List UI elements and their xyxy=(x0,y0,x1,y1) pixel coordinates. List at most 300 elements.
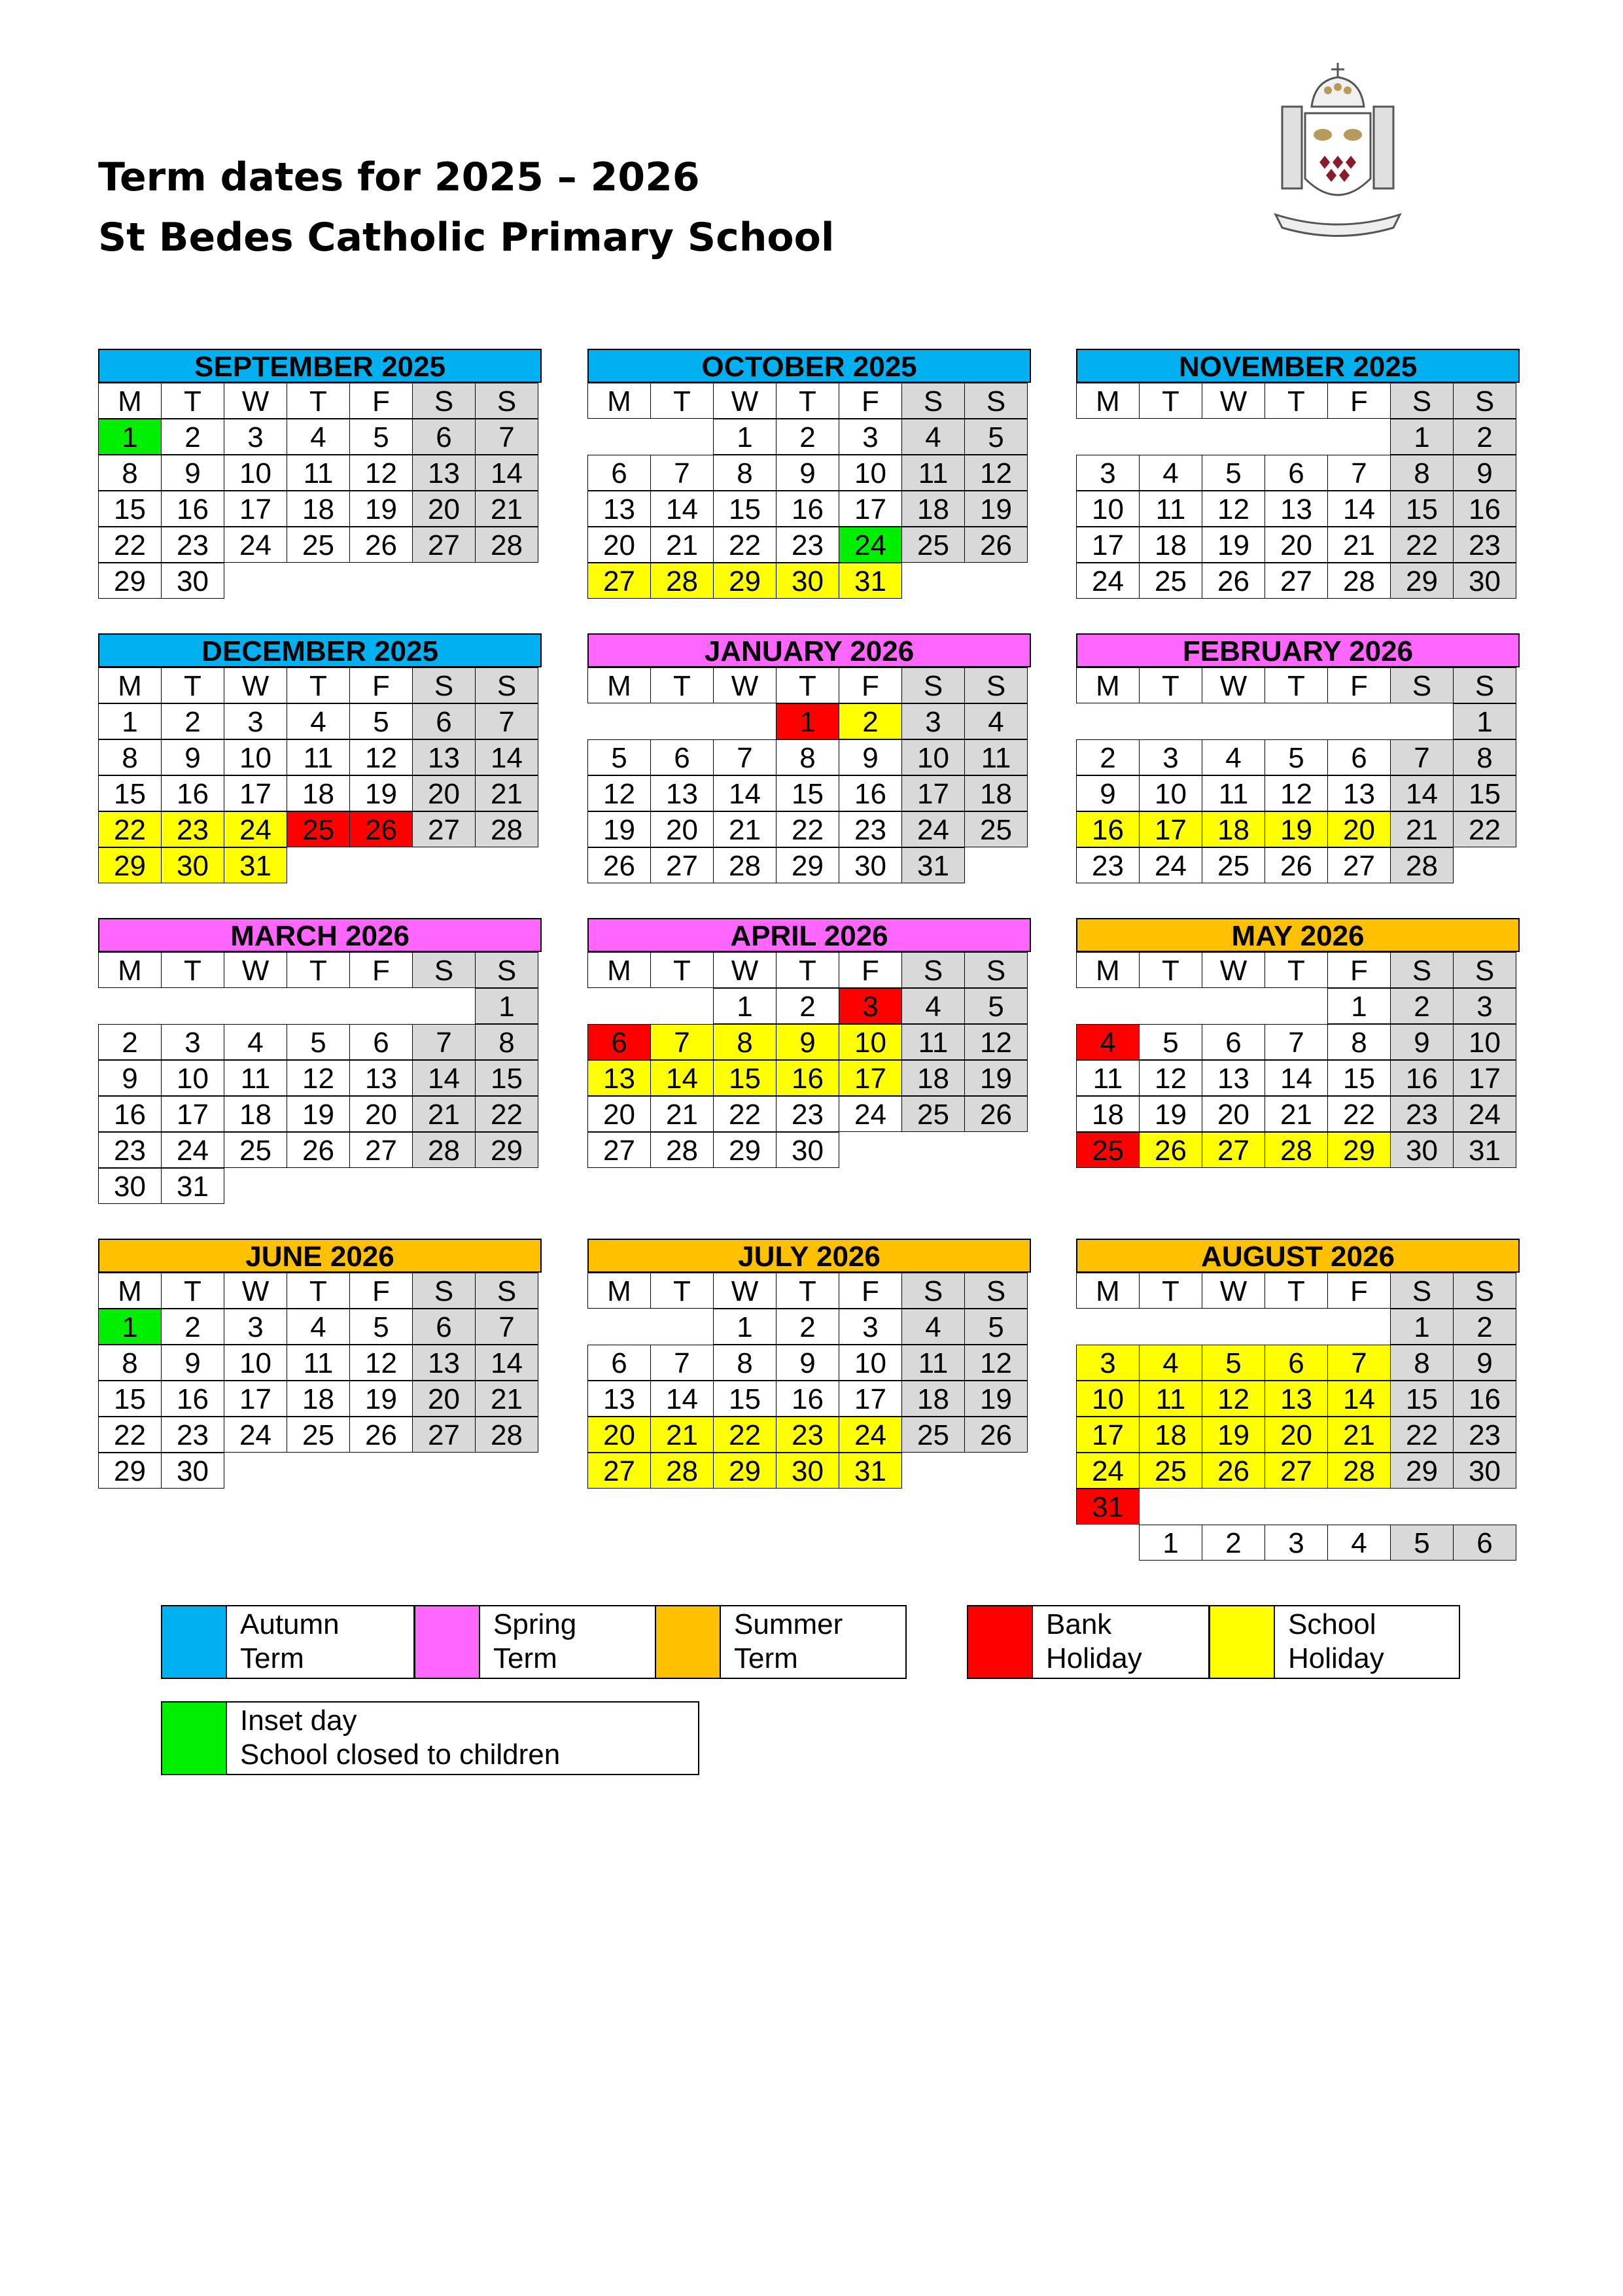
day-cell: 28 xyxy=(713,847,777,883)
weekday-header: M xyxy=(1076,952,1140,988)
day-cell: 27 xyxy=(587,563,651,599)
day-cell: 1 xyxy=(776,703,839,739)
weekday-header: W xyxy=(713,1273,777,1309)
legend-label: Spring Term xyxy=(493,1608,577,1674)
day-cell: 26 xyxy=(1265,847,1328,883)
day-cell: 28 xyxy=(475,527,538,563)
day-cell: 18 xyxy=(1139,527,1202,563)
month-january-2026 xyxy=(587,633,1031,883)
day-cell: 13 xyxy=(1265,1381,1328,1417)
empty-cell xyxy=(1139,419,1202,455)
day-cell: 29 xyxy=(713,563,777,599)
week-row xyxy=(1076,1489,1520,1525)
week-row xyxy=(1076,775,1520,811)
day-cell: 22 xyxy=(1453,811,1516,847)
day-cell: 29 xyxy=(1390,1453,1454,1489)
legend-item xyxy=(967,1605,1210,1679)
weekday-header: S xyxy=(412,383,476,419)
day-cell: 2 xyxy=(1202,1525,1265,1561)
weekday-header-row xyxy=(587,667,1031,703)
weekday-header: F xyxy=(1327,383,1391,419)
day-cell: 31 xyxy=(839,563,902,599)
weekday-header: T xyxy=(1139,1273,1202,1309)
month-header: FEBRUARY 2026 xyxy=(1076,633,1520,667)
day-cell: 11 xyxy=(901,1024,965,1060)
empty-cell xyxy=(650,988,714,1024)
empty-cell xyxy=(1076,703,1140,739)
day-cell: 4 xyxy=(901,1309,965,1345)
day-cell: 22 xyxy=(1327,1096,1391,1132)
empty-cell xyxy=(287,1453,350,1489)
day-cell: 9 xyxy=(161,739,224,775)
day-cell: 14 xyxy=(412,1060,476,1096)
day-cell: 25 xyxy=(224,1132,287,1168)
weekday-header: M xyxy=(587,383,651,419)
weekday-header: S xyxy=(1453,1273,1516,1309)
weekday-header: T xyxy=(287,667,350,703)
day-cell: 12 xyxy=(964,1345,1028,1381)
day-cell: 22 xyxy=(1390,1417,1454,1453)
day-cell: 31 xyxy=(1076,1489,1140,1525)
week-row xyxy=(587,703,1031,739)
weekday-header: M xyxy=(587,1273,651,1309)
legend-label: Autumn Term xyxy=(240,1608,340,1674)
week-row xyxy=(587,811,1031,847)
empty-cell xyxy=(1202,1489,1265,1525)
day-cell: 3 xyxy=(839,988,902,1024)
month-header: JUNE 2026 xyxy=(98,1239,542,1273)
day-cell: 27 xyxy=(412,811,476,847)
day-cell: 17 xyxy=(1076,1417,1140,1453)
empty-cell xyxy=(475,1168,538,1204)
day-cell: 20 xyxy=(587,1417,651,1453)
day-cell: 20 xyxy=(1265,1417,1328,1453)
empty-cell xyxy=(587,703,651,739)
week-row xyxy=(587,988,1031,1024)
day-cell: 19 xyxy=(964,491,1028,527)
day-cell: 28 xyxy=(650,1132,714,1168)
day-cell: 6 xyxy=(650,739,714,775)
day-cell: 7 xyxy=(412,1024,476,1060)
day-cell: 13 xyxy=(349,1060,413,1096)
day-cell: 3 xyxy=(1076,455,1140,491)
day-cell: 13 xyxy=(587,491,651,527)
day-cell: 30 xyxy=(776,1132,839,1168)
empty-cell xyxy=(587,988,651,1024)
weekday-header: S xyxy=(1390,383,1454,419)
day-cell: 18 xyxy=(224,1096,287,1132)
day-cell: 10 xyxy=(839,1024,902,1060)
day-cell: 22 xyxy=(98,527,162,563)
day-cell: 26 xyxy=(1202,563,1265,599)
week-row xyxy=(98,1132,542,1168)
day-cell: 29 xyxy=(1327,1132,1391,1168)
day-cell: 21 xyxy=(1390,811,1454,847)
day-cell: 7 xyxy=(475,419,538,455)
weekday-header: W xyxy=(713,383,777,419)
day-cell: 20 xyxy=(587,1096,651,1132)
day-cell: 18 xyxy=(1139,1417,1202,1453)
day-cell: 16 xyxy=(161,491,224,527)
day-cell: 24 xyxy=(1139,847,1202,883)
weekday-header: W xyxy=(224,952,287,988)
empty-cell xyxy=(1076,1309,1140,1345)
day-cell: 14 xyxy=(475,455,538,491)
empty-cell xyxy=(964,1453,1028,1489)
day-cell: 12 xyxy=(349,1345,413,1381)
weekday-header: T xyxy=(287,383,350,419)
weekday-header: T xyxy=(776,1273,839,1309)
day-cell: 10 xyxy=(161,1060,224,1096)
day-cell: 21 xyxy=(475,491,538,527)
day-cell: 21 xyxy=(1327,1417,1391,1453)
day-cell: 2 xyxy=(1453,1309,1516,1345)
day-cell: 14 xyxy=(1327,1381,1391,1417)
day-cell: 11 xyxy=(224,1060,287,1096)
empty-cell xyxy=(964,847,1028,883)
day-cell: 5 xyxy=(1265,739,1328,775)
week-row xyxy=(1076,455,1520,491)
empty-cell xyxy=(1453,847,1516,883)
weekday-header: W xyxy=(1202,1273,1265,1309)
week-row xyxy=(1076,739,1520,775)
day-cell: 9 xyxy=(776,1024,839,1060)
weekday-header: F xyxy=(839,952,902,988)
weekday-header: T xyxy=(287,1273,350,1309)
day-cell: 30 xyxy=(839,847,902,883)
day-cell: 18 xyxy=(287,775,350,811)
day-cell: 15 xyxy=(713,1060,777,1096)
day-cell: 31 xyxy=(901,847,965,883)
week-row xyxy=(98,1381,542,1417)
day-cell: 31 xyxy=(161,1168,224,1204)
day-cell: 2 xyxy=(1453,419,1516,455)
day-cell: 8 xyxy=(713,1345,777,1381)
empty-cell xyxy=(1202,419,1265,455)
weekday-header: S xyxy=(1453,952,1516,988)
day-cell: 4 xyxy=(901,419,965,455)
day-cell: 22 xyxy=(1390,527,1454,563)
day-cell: 8 xyxy=(1327,1024,1391,1060)
day-cell: 25 xyxy=(1202,847,1265,883)
weekday-header: S xyxy=(901,383,965,419)
weekday-header: T xyxy=(1265,383,1328,419)
empty-cell xyxy=(901,1132,965,1168)
weekday-header: M xyxy=(1076,383,1140,419)
day-cell: 23 xyxy=(161,811,224,847)
legend-label: School Holiday xyxy=(1288,1608,1384,1674)
day-cell: 17 xyxy=(839,1060,902,1096)
day-cell: 10 xyxy=(224,1345,287,1381)
week-row xyxy=(587,527,1031,563)
weekday-header: F xyxy=(1327,952,1391,988)
weekday-header: S xyxy=(964,952,1028,988)
day-cell: 17 xyxy=(224,1381,287,1417)
weekday-header: S xyxy=(964,667,1028,703)
day-cell: 29 xyxy=(98,563,162,599)
day-cell: 6 xyxy=(1265,455,1328,491)
day-cell: 8 xyxy=(475,1024,538,1060)
day-cell: 7 xyxy=(475,1309,538,1345)
week-row xyxy=(587,1381,1031,1417)
legend-item xyxy=(1209,1605,1460,1679)
empty-cell xyxy=(224,1168,287,1204)
month-march-2026 xyxy=(98,918,542,1204)
day-cell: 17 xyxy=(224,491,287,527)
legend-label: Inset day School closed to children xyxy=(240,1704,561,1771)
day-cell: 5 xyxy=(964,988,1028,1024)
day-cell: 15 xyxy=(1327,1060,1391,1096)
day-cell: 15 xyxy=(713,491,777,527)
weekday-header: S xyxy=(1453,383,1516,419)
empty-cell xyxy=(1139,988,1202,1024)
day-cell: 24 xyxy=(161,1132,224,1168)
day-cell: 2 xyxy=(161,703,224,739)
day-cell: 31 xyxy=(1453,1132,1516,1168)
day-cell: 15 xyxy=(98,491,162,527)
day-cell: 23 xyxy=(1453,527,1516,563)
empty-cell xyxy=(1327,1489,1391,1525)
empty-cell xyxy=(1139,703,1202,739)
weekday-header: T xyxy=(1139,952,1202,988)
weekday-header: W xyxy=(1202,952,1265,988)
day-cell: 16 xyxy=(98,1096,162,1132)
day-cell: 17 xyxy=(1076,527,1140,563)
day-cell: 11 xyxy=(287,455,350,491)
day-cell: 5 xyxy=(349,703,413,739)
month-header: MARCH 2026 xyxy=(98,918,542,952)
weekday-header-row xyxy=(587,383,1031,419)
week-row xyxy=(587,1345,1031,1381)
day-cell: 14 xyxy=(1390,775,1454,811)
week-row xyxy=(1076,1024,1520,1060)
weekday-header: M xyxy=(587,667,651,703)
empty-cell xyxy=(161,988,224,1024)
weekday-header: S xyxy=(1453,667,1516,703)
day-cell: 20 xyxy=(587,527,651,563)
day-cell: 8 xyxy=(713,455,777,491)
day-cell: 19 xyxy=(964,1060,1028,1096)
day-cell: 5 xyxy=(587,739,651,775)
week-row xyxy=(98,703,542,739)
day-cell: 12 xyxy=(964,1024,1028,1060)
month-september-2025 xyxy=(98,349,542,599)
day-cell: 30 xyxy=(776,1453,839,1489)
day-cell: 4 xyxy=(287,419,350,455)
month-april-2026 xyxy=(587,918,1031,1168)
weekday-header-row xyxy=(587,1273,1031,1309)
day-cell: 26 xyxy=(964,1096,1028,1132)
day-cell: 8 xyxy=(1390,1345,1454,1381)
day-cell: 8 xyxy=(98,1345,162,1381)
day-cell: 8 xyxy=(98,739,162,775)
day-cell: 1 xyxy=(98,1309,162,1345)
week-row xyxy=(587,419,1031,455)
day-cell: 10 xyxy=(901,739,965,775)
day-cell: 5 xyxy=(1390,1525,1454,1561)
day-cell: 21 xyxy=(1265,1096,1328,1132)
empty-cell xyxy=(901,1453,965,1489)
day-cell: 19 xyxy=(287,1096,350,1132)
day-cell: 14 xyxy=(650,1381,714,1417)
day-cell: 24 xyxy=(901,811,965,847)
weekday-header: M xyxy=(1076,667,1140,703)
day-cell: 18 xyxy=(287,491,350,527)
day-cell: 21 xyxy=(412,1096,476,1132)
week-row xyxy=(587,1453,1031,1489)
empty-cell xyxy=(839,1132,902,1168)
day-cell: 26 xyxy=(1139,1132,1202,1168)
day-cell: 2 xyxy=(839,703,902,739)
day-cell: 13 xyxy=(1265,491,1328,527)
day-cell: 5 xyxy=(964,419,1028,455)
day-cell: 7 xyxy=(1327,1345,1391,1381)
week-row xyxy=(1076,1381,1520,1417)
day-cell: 28 xyxy=(1265,1132,1328,1168)
day-cell: 2 xyxy=(161,419,224,455)
week-row xyxy=(1076,419,1520,455)
day-cell: 17 xyxy=(161,1096,224,1132)
empty-cell xyxy=(1139,1489,1202,1525)
legend-item xyxy=(161,1701,699,1775)
day-cell: 18 xyxy=(901,1060,965,1096)
day-cell: 16 xyxy=(776,491,839,527)
day-cell: 15 xyxy=(98,775,162,811)
day-cell: 4 xyxy=(964,703,1028,739)
empty-cell xyxy=(287,847,350,883)
weekday-header: W xyxy=(713,952,777,988)
week-row xyxy=(587,739,1031,775)
day-cell: 4 xyxy=(1327,1525,1391,1561)
day-cell: 29 xyxy=(713,1132,777,1168)
weekday-header: S xyxy=(475,667,538,703)
day-cell: 1 xyxy=(1139,1525,1202,1561)
day-cell: 14 xyxy=(1265,1060,1328,1096)
day-cell: 6 xyxy=(587,1345,651,1381)
day-cell: 28 xyxy=(412,1132,476,1168)
empty-cell xyxy=(287,1168,350,1204)
empty-cell xyxy=(587,419,651,455)
weekday-header-row xyxy=(587,952,1031,988)
day-cell: 28 xyxy=(475,1417,538,1453)
day-cell: 7 xyxy=(650,1345,714,1381)
day-cell: 27 xyxy=(1265,1453,1328,1489)
day-cell: 26 xyxy=(964,527,1028,563)
week-row xyxy=(587,1096,1031,1132)
day-cell: 30 xyxy=(161,847,224,883)
empty-cell xyxy=(1265,988,1328,1024)
weekday-header: F xyxy=(1327,667,1391,703)
day-cell: 24 xyxy=(224,811,287,847)
empty-cell xyxy=(713,703,777,739)
day-cell: 19 xyxy=(1265,811,1328,847)
day-cell: 18 xyxy=(287,1381,350,1417)
day-cell: 5 xyxy=(1202,455,1265,491)
day-cell: 6 xyxy=(1202,1024,1265,1060)
day-cell: 23 xyxy=(776,527,839,563)
day-cell: 9 xyxy=(1453,1345,1516,1381)
day-cell: 1 xyxy=(98,419,162,455)
day-cell: 3 xyxy=(1265,1525,1328,1561)
legend-item xyxy=(161,1605,415,1679)
weekday-header: T xyxy=(161,952,224,988)
day-cell: 7 xyxy=(650,1024,714,1060)
day-cell: 30 xyxy=(161,563,224,599)
weekday-header: F xyxy=(839,383,902,419)
week-row xyxy=(98,1168,542,1204)
day-cell: 24 xyxy=(839,527,902,563)
day-cell: 22 xyxy=(776,811,839,847)
day-cell: 9 xyxy=(161,455,224,491)
day-cell: 23 xyxy=(1390,1096,1454,1132)
day-cell: 26 xyxy=(349,1417,413,1453)
weekday-header: T xyxy=(650,383,714,419)
empty-cell xyxy=(1202,703,1265,739)
day-cell: 25 xyxy=(901,1417,965,1453)
day-cell: 10 xyxy=(224,739,287,775)
week-row xyxy=(1076,491,1520,527)
week-row xyxy=(98,419,542,455)
day-cell: 29 xyxy=(98,847,162,883)
day-cell: 9 xyxy=(776,455,839,491)
day-cell: 25 xyxy=(901,527,965,563)
day-cell: 29 xyxy=(475,1132,538,1168)
day-cell: 29 xyxy=(713,1453,777,1489)
day-cell: 6 xyxy=(412,1309,476,1345)
legend-swatch xyxy=(968,1606,1033,1678)
day-cell: 21 xyxy=(650,1417,714,1453)
day-cell: 25 xyxy=(287,1417,350,1453)
week-row xyxy=(587,1024,1031,1060)
weekday-header: S xyxy=(475,1273,538,1309)
day-cell: 4 xyxy=(1076,1024,1140,1060)
day-cell: 7 xyxy=(650,455,714,491)
day-cell: 23 xyxy=(776,1096,839,1132)
day-cell: 22 xyxy=(98,1417,162,1453)
month-header: JANUARY 2026 xyxy=(587,633,1031,667)
week-row xyxy=(98,455,542,491)
day-cell: 29 xyxy=(98,1453,162,1489)
day-cell: 20 xyxy=(1202,1096,1265,1132)
weekday-header-row xyxy=(98,383,542,419)
weekday-header: T xyxy=(1265,952,1328,988)
weekday-header-row xyxy=(1076,952,1520,988)
day-cell: 17 xyxy=(839,1381,902,1417)
week-row xyxy=(587,491,1031,527)
day-cell: 3 xyxy=(901,703,965,739)
legend-label: Bank Holiday xyxy=(1046,1608,1142,1674)
empty-cell xyxy=(1327,1309,1391,1345)
weekday-header: W xyxy=(1202,667,1265,703)
day-cell: 8 xyxy=(776,739,839,775)
day-cell: 25 xyxy=(287,527,350,563)
day-cell: 4 xyxy=(901,988,965,1024)
empty-cell xyxy=(1076,1525,1140,1561)
day-cell: 31 xyxy=(224,847,287,883)
day-cell: 17 xyxy=(839,491,902,527)
day-cell: 3 xyxy=(1453,988,1516,1024)
day-cell: 12 xyxy=(349,739,413,775)
month-june-2026 xyxy=(98,1239,542,1489)
empty-cell xyxy=(224,1453,287,1489)
day-cell: 15 xyxy=(475,1060,538,1096)
weekday-header-row xyxy=(1076,667,1520,703)
day-cell: 12 xyxy=(287,1060,350,1096)
day-cell: 22 xyxy=(713,527,777,563)
day-cell: 19 xyxy=(349,1381,413,1417)
day-cell: 15 xyxy=(98,1381,162,1417)
day-cell: 26 xyxy=(964,1417,1028,1453)
